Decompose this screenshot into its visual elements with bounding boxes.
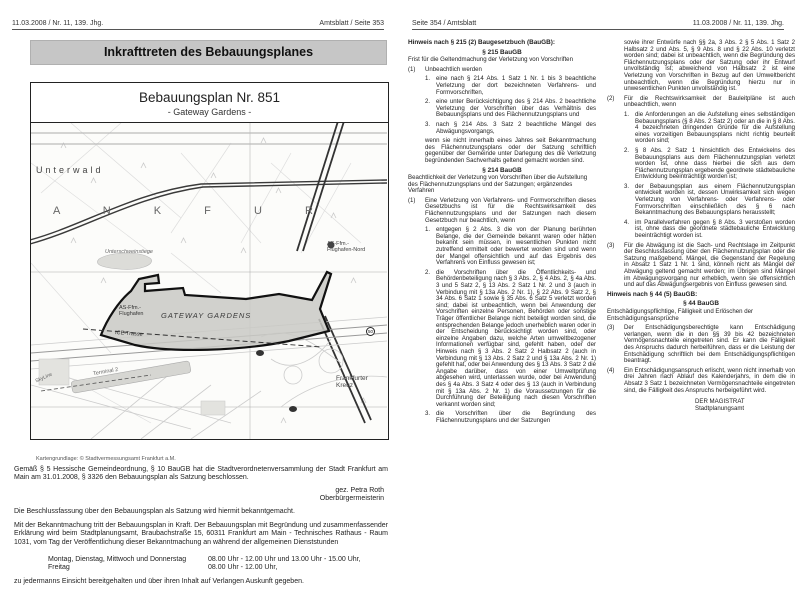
item-text: der Bebauungsplan aus einem Flächennutzungsplan entwickelt worden ist, dessen Unwirksamkeit sich wegen Verletzung von Verfahrens- oder Verfahrens- oder Formvorschriften einschließlich des § 6 nach Bekanntmachung des Bebauungsplans herausstellt; — [635, 182, 795, 217]
map-label-ice-trasse: ICE-Trasse — [114, 330, 143, 338]
item-text: die Anforderungen an die Aufstellung eines selbständigen Bebauungsplans (§ 8 Abs. 2 Satz 2) oder an die in § 8 Abs. 4 bezeichneten dringenden Gründe für die Aufstellung eines vorzeitigen Bebauungsplans nicht richtig beurteilt worden sind; — [635, 110, 795, 145]
hint-heading-44: Hinweis nach § 44 (5) BauGB: — [607, 290, 698, 298]
paragraph-continuation: sowie ihrer Entwürfe nach §§ 2a, 3 Abs. 2 § 5 Abs. 1 Satz 2 Halbsatz 2 und Abs. 5, § 9 Abs. 8 und § 22 Abs. 10 verletzt worden sind; dabei ist unbeachtlich, wenn die Begründung des Flächennutzungsplans oder der Satzung oder ihr Entwurf unvollständig ist; abweichend von Halbsatz 2 ist eine Verletzung von Vorschriften in Bezug auf den Umweltbericht unbeachtlich, wenn die Begründung hierzu nur in unwesentlichen Punkten unvollständig ist. — [624, 39, 795, 93]
signature-block — [320, 487, 384, 504]
paragraph-label: (1) — [408, 196, 416, 204]
office-hours-days: Montag, Dienstag, Mittwoch und Donnerstag — [48, 556, 187, 563]
header-page-number: Seite 354 / Amtsblatt — [412, 20, 477, 27]
item-text: § 8 Abs. 2 Satz 1 hinsichtlich des Entwickelns des Bebauungsplans aus dem Flächennutzungsplan verletzt worden ist, ohne dass hierbei die sich aus dem Flächennutzungsplan ergebende geordnete städtebauliche Entwicklung beeinträchtigt worden ist; — [635, 146, 795, 181]
magistrat-signature — [695, 398, 795, 412]
item-number: 2. — [425, 268, 431, 276]
law-title-215: § 215 BauGB — [482, 48, 522, 56]
map-label-line: Frankfurter — [336, 375, 368, 382]
item-number: 3. — [425, 120, 431, 128]
map-label-line: Flughafen-Nord — [327, 247, 366, 253]
item-text: die Vorschriften über die Öffentlichkeits- und Behördenbeteiligung nach § 3 Abs. 2, § 4 Abs. 2, § 4a Abs. 3 und 5 Satz 2, § 13 Abs. 2 Satz 1 Nr. 2 und 3 (auch in Verbindung mit § 13a Abs. 2 Nr. 1), § 22 Abs. 9 Satz 2, § 34 Abs. 6 Satz 1 sowie § 35 Abs. 6 Satz 5 verletzt worden sind; dabei ist unbeachtlich, wenn bei Anwendung der Vorschriften einzelne Personen, Behörden oder sonstige Träger öffentlicher Belange nicht beteiligt worden sind, die entsprechenden Belange jedoch unerheblich waren oder in der Entscheidung berücksichtigt worden sind, oder einzelne Angaben dazu, welche Arten umweltbezogener Informationen verfügbar sind, gefehlt haben, oder der Hinweis nach § 3 Abs. 2 Satz 2 Halbsatz 2 (auch in Verbindung mit § 13 Abs. 2 Satz 2 und § 13a Abs. 2 Nr. 1) gefehlt hat, oder bei Anwendung des § 13 Abs. 3 Satz 2 die Angabe darüber, dass von einer Umweltprüfung abgesehen wird, unterlassen wurde, oder bei Anwendung des § 4a Abs. 3 Satz 4 oder des § 13 (auch in Verbindung mit § 13a Abs. 2 Nr. 1) die Voraussetzungen für die Durchführung der Beteiligung nach diesen Vorschriften verkannt worden sind; — [436, 268, 596, 408]
item-text: nach § 214 Abs. 3 Satz 2 beachtliche Mängel des Abwägungsvorgangs, — [436, 120, 596, 135]
paragraph-1 — [408, 67, 596, 74]
city-map — [31, 123, 388, 439]
page-title: Inkrafttreten des Bebauungsplanes — [30, 40, 387, 65]
resolution-paragraph: Gemäß § 5 Hessische Gemeindeordnung, § 10 BauGB hat die Stadtverordnetenversammlung der Stadt Frankfurt am Main am 31.01.2008, § 3326 den Bebauungsplan als Satzung beschlossen. — [14, 466, 388, 482]
item-text: im Parallelverfahren gegen § 8 Abs. 3 verstoßen worden ist, ohne dass die geordnete städtebauliche Entwicklung beeinträchtigt worden ist. — [635, 218, 795, 240]
item-number: 2. — [425, 98, 431, 106]
map-subtitle: - Gateway Gardens - — [167, 107, 252, 117]
map-road-number-badge: 50 — [367, 329, 373, 334]
item-number: 3. — [425, 410, 431, 418]
legal-column-1 — [408, 40, 596, 600]
paragraph-label: (4) — [607, 366, 615, 374]
map-title-block — [31, 83, 388, 123]
map-label-frankfurt: A N K F U R — [53, 205, 313, 217]
map-title: Bebauungsplan Nr. 851 — [138, 90, 281, 105]
paragraph-text: Für die Abwägung ist die Sach- und Rechtslage im Zeitpunkt der Beschlussfassung über den Flächennutzungsplan oder die Satzung maßgebend. Mängel, die Gegenstand der Regelung in Absatz 1 Satz 1 Nr. 1 sind, können nicht als Mängel der Abwägung geltend gemacht werden; im Übrigen sind Mängel im Abwägungsvorgang nur erheblich, wenn sie offensichtlich und auf das Abwägungsergebnis von Einfluss gewesen sind. — [624, 241, 795, 289]
item-text: die Vorschriften über die Begründung des Flächennutzungsplans und der Satzungen — [436, 410, 596, 424]
header-page-number: Amtsblatt / Seite 353 — [319, 20, 384, 27]
signature-org: DER MAGISTRAT — [695, 398, 745, 406]
law-subtitle-215: Frist für die Geltendmachung der Verletzung von Vorschriften — [408, 56, 573, 64]
signature-dept: Stadtplanungsamt — [695, 405, 745, 413]
legal-column-2 — [607, 40, 795, 600]
signature-role: Oberbürgermeisterin — [319, 495, 384, 503]
map-source-caption: Kartengrundlage: © Stadtvermessungsamt Frankfurt a.M. — [36, 456, 176, 462]
law-subtitle-214: Beachtlichkeit der Verletzung von Vorschriften über die Aufstellung des Flächennutzungsplans und der Satzungen; ergänzendes Verfahren — [408, 174, 588, 195]
legal-text-columns — [408, 40, 794, 600]
map-label-terminal-2: Terminal 2 — [92, 366, 119, 378]
paragraph-text: Für die Rechtswirksamkeit der Bauleitpläne ist auch unbeachtlich, wenn — [624, 94, 795, 109]
map-label-frankfurter-kreuz — [336, 375, 368, 389]
paragraph-1-214 — [408, 198, 596, 224]
list-item — [425, 411, 596, 424]
list-item — [425, 76, 596, 96]
paragraph-text: Der Entschädigungsberechtigte kann Entschädigung verlangen, wenn die in den §§ 39 bis 42 bezeichneten Vermögensnachteile eingetreten sind. Er kann die Fälligkeit des Anspruchs dadurch herbeiführen, dass er die Leistung der Entschädigung schriftlich bei dem Entschädigungspflichtigen beantragt. — [624, 324, 795, 365]
page-header — [12, 20, 384, 30]
item-number: 1. — [425, 226, 431, 234]
paragraph-3-214 — [607, 243, 795, 289]
office-hours-time: 08.00 Uhr - 12.00 Uhr, — [208, 564, 278, 572]
map-label-unterwald: Unterwald — [36, 165, 104, 175]
office-hours-row — [48, 556, 388, 564]
list-item — [624, 112, 795, 145]
paragraph-3-44 — [607, 325, 795, 365]
list-item — [624, 184, 795, 217]
map-label-as-flughafen — [119, 305, 143, 317]
list-item — [624, 148, 795, 181]
hint-heading-215: Hinweis nach § 215 (2) Baugesetzbuch (BauGB): — [408, 39, 556, 46]
paragraph-text: Ein Entschädigungsanspruch erlischt, wenn nicht innerhalb von drei Jahren nach Ablauf des Kalenderjahrs, in dem die in Absatz 3 Satz 1 bezeichneten Vermögensnachteile eingetreten sind, die Fälligkeit des Anspruchs herbeigeführt wird. — [624, 366, 795, 394]
office-hours-time: 08.00 Uhr - 12.00 Uhr und 13.00 Uhr - 15.00 Uhr, — [208, 556, 361, 563]
item-number: 1. — [425, 75, 431, 83]
office-hours-row — [48, 564, 388, 572]
paragraph-text: Unbeachtlich werden — [425, 65, 482, 73]
list-item — [624, 220, 795, 240]
office-hours — [48, 556, 388, 573]
paragraph-label: (3) — [607, 241, 615, 249]
map-label-unterschweinstiege: Unterschweinstiege — [105, 249, 153, 255]
item-text: eine nach § 214 Abs. 1 Satz 1 Nr. 1 bis 3 beachtliche Verletzung der dort bezeichneten Verfahrens- und Formvorschriften, — [436, 75, 596, 96]
list-item — [425, 227, 596, 267]
page-header — [412, 20, 784, 30]
item-text: eine unter Berücksichtigung des § 214 Abs. 2 beachtliche Verletzung der Vorschriften über das Verhältnis des Bebauungsplans und des Flächennutzungsplans und — [436, 98, 596, 119]
paragraph-text: Eine Verletzung von Verfahrens- und Formvorschriften dieses Gesetzbuchs ist für die Rechtswirksamkeit des Flächennutzungsplans und der Satzungen nach diesem Gesetzbuch nur beachtlich, wenn — [425, 196, 596, 224]
paragraph-label: (2) — [607, 94, 615, 102]
law-subtitle-44: Entschädigungspflichtige, Fälligkeit und Erlöschen der Entschädigungsansprüche — [607, 307, 753, 322]
announcement-paragraph: Die Beschlussfassung über den Bebauungsplan als Satzung wird hiermit bekanntgemacht. — [14, 508, 295, 515]
map-label-line: Kreuz — [336, 382, 353, 389]
map-label-gateway-gardens: GATEWAY GARDENS — [161, 311, 252, 320]
paragraph-label: (1) — [408, 65, 416, 73]
list-item — [425, 270, 596, 408]
gazette-page-354 — [400, 0, 800, 600]
map-label-skyline: SkyLine — [34, 371, 54, 385]
header-date: 11.03.2008 / Nr. 11, 139. Jhg. — [12, 20, 104, 27]
map-label-line: AS-Ffm.- — [327, 241, 349, 247]
list-item — [425, 99, 596, 119]
signature-name: gez. Petra Roth — [335, 487, 384, 494]
item-number: 2. — [624, 146, 630, 154]
law-title-44: § 44 BauGB — [683, 300, 719, 308]
map-label-as-flughafen-nord — [327, 241, 365, 253]
map-label-line: AS-Ffm.- — [119, 305, 141, 311]
office-hours-days: Freitag — [48, 564, 70, 572]
paragraph-2-214 — [607, 96, 795, 109]
inspection-paragraph: zu jedermanns Einsicht bereitgehalten und über ihren Inhalt auf Verlangen Auskunft gegeben. — [14, 578, 304, 585]
list-item — [425, 122, 596, 135]
paragraph-label: (3) — [607, 324, 615, 332]
law-title-214: § 214 BauGB — [482, 166, 522, 174]
map-label-line: Flughafen — [119, 311, 144, 317]
header-date: 11.03.2008 / Nr. 11, 139. Jhg. — [692, 20, 784, 27]
item-number: 3. — [624, 182, 630, 190]
effective-paragraph: Mit der Bekanntmachung tritt der Bebauungsplan in Kraft. Der Bebauungsplan mit Begründung und zusammenfassender Erklärung wird beim Stadtplanungsamt, Braubachstraße 15, 60311 Frankfurt am Main - Technisches Rathaus - Raum 1031, vom Tag der Veröffentlichung dieser Bekanntmachung an während der allgemeinen Dienststunden — [14, 522, 388, 546]
paragraph-continuation: wenn sie nicht innerhalb eines Jahres seit Bekanntmachung des Flächennutzungsplans oder der Satzung schriftlich gegenüber der Gemeinde unter Darlegung des die Verletzung begründenden Sachverhalts geltend gemacht worden sind. — [425, 137, 596, 164]
map-frame — [30, 82, 389, 440]
item-text: entgegen § 2 Abs. 3 die von der Planung berührten Belange, die der Gemeinde bekannt waren oder hätten bekannt sein müssen, in wesentlichen Punkten nicht zutreffend ermittelt oder bewertet worden sind und wenn der Mangel offensichtlich und auf das Ergebnis des Verfahrens von Einfluss gewesen ist; — [436, 226, 596, 267]
paragraph-4-44 — [607, 368, 795, 394]
item-number: 4. — [624, 218, 630, 226]
item-number: 1. — [624, 110, 630, 118]
